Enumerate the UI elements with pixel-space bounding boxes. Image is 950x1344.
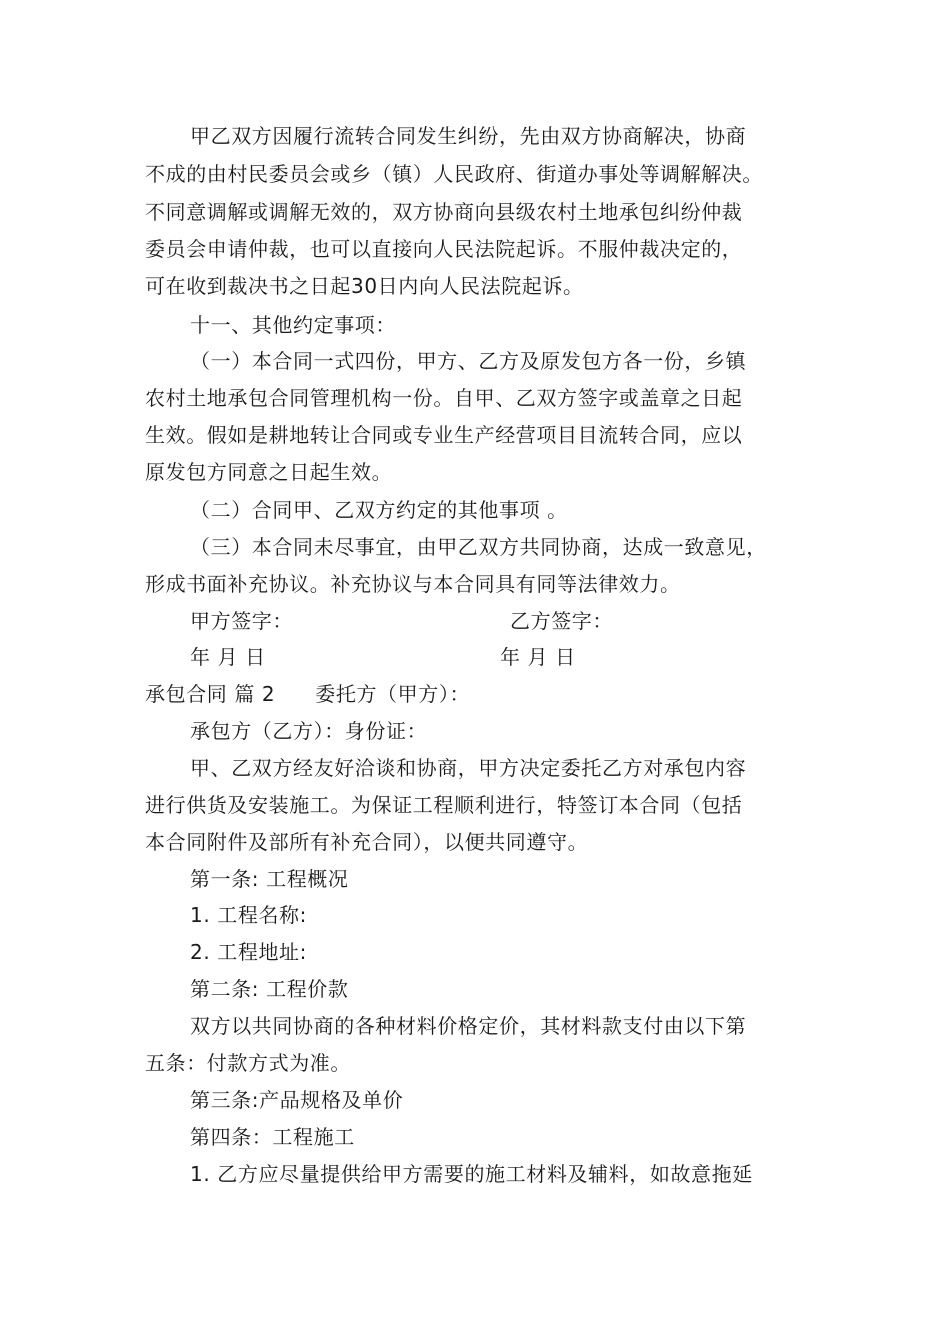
client-label: 委托方（甲方）：: [315, 682, 471, 706]
paragraph-line: 不成的由村民委员会或乡（镇）人民政府、街道办事处等调解解决。: [145, 162, 763, 186]
paragraph-line: 甲、乙双方经友好洽谈和协商，甲方决定委托乙方对承包内容: [190, 756, 747, 780]
paragraph-line: 农村土地承包合同管理机构一份。自甲、乙双方签字或盖章之日起: [145, 386, 743, 410]
article-heading: 第一条: 工程概况: [190, 867, 349, 891]
party-b-signature-label: 乙方签字：: [510, 609, 613, 633]
paragraph-line: 五条：付款方式为准。: [145, 1051, 351, 1075]
paragraph-line: 生效。假如是耕地转让合同或专业生产经营项目目流转合同，应以: [145, 423, 743, 447]
contract2-heading: 承包合同 篇 2: [145, 682, 276, 706]
contract2-heading-row: [145, 680, 470, 708]
list-item: 2. 工程地址:: [190, 940, 307, 964]
article-heading: 第三条:产品规格及单价: [190, 1088, 404, 1112]
paragraph-line: 本合同附件及部所有补充合同），以便共同遵守。: [145, 830, 589, 854]
paragraph-line: 不同意调解或调解无效的，双方协商向县级农村土地承包纠纷仲裁: [145, 200, 743, 224]
paragraph-line: 原发包方同意之日起生效。: [145, 460, 393, 484]
paragraph-line: 进行供货及安装施工。为保证工程顺利进行，特签订本合同（包括: [145, 793, 743, 817]
section-heading: 十一、其他约定事项：: [190, 313, 396, 337]
paragraph-line: 形成书面补充协议。补充协议与本合同具有同等法律效力。: [145, 572, 681, 596]
paragraph-line: 委员会申请仲裁，也可以直接向人民法院起诉。不服仲裁决定的，: [145, 237, 743, 261]
list-item: 1. 工程名称:: [190, 903, 307, 927]
paragraph-line: 双方以共同协商的各种材料价格定价，其材料款支付由以下第: [190, 1014, 747, 1038]
paragraph-line: 甲乙双方因履行流转合同发生纠纷，先由双方协商解决，协商: [190, 124, 747, 148]
party-a-date-label: 年 月 日: [190, 645, 266, 669]
paragraph-line: （一）本合同一式四份，甲方、乙方及原发包方各一份，乡镇: [190, 349, 747, 373]
list-item: 1. 乙方应尽量提供给甲方需要的施工材料及辅料，如故意拖延: [190, 1162, 753, 1186]
paragraph-line: 可在收到裁决书之日起30日内向人民法院起诉。: [145, 274, 584, 298]
party-a-signature-label: 甲方签字：: [190, 609, 293, 633]
article-heading: 第四条：工程施工: [190, 1125, 355, 1149]
party-b-date-label: 年 月 日: [500, 645, 576, 669]
paragraph-line: （三）本合同未尽事宜，由甲乙双方共同协商，达成一致意见，: [190, 535, 767, 559]
paragraph-line: （二）合同甲、乙双方约定的其他事项 。: [190, 498, 568, 522]
contractor-label: 承包方（乙方）：身份证：: [190, 719, 428, 743]
article-heading: 第二条: 工程价款: [190, 977, 349, 1001]
